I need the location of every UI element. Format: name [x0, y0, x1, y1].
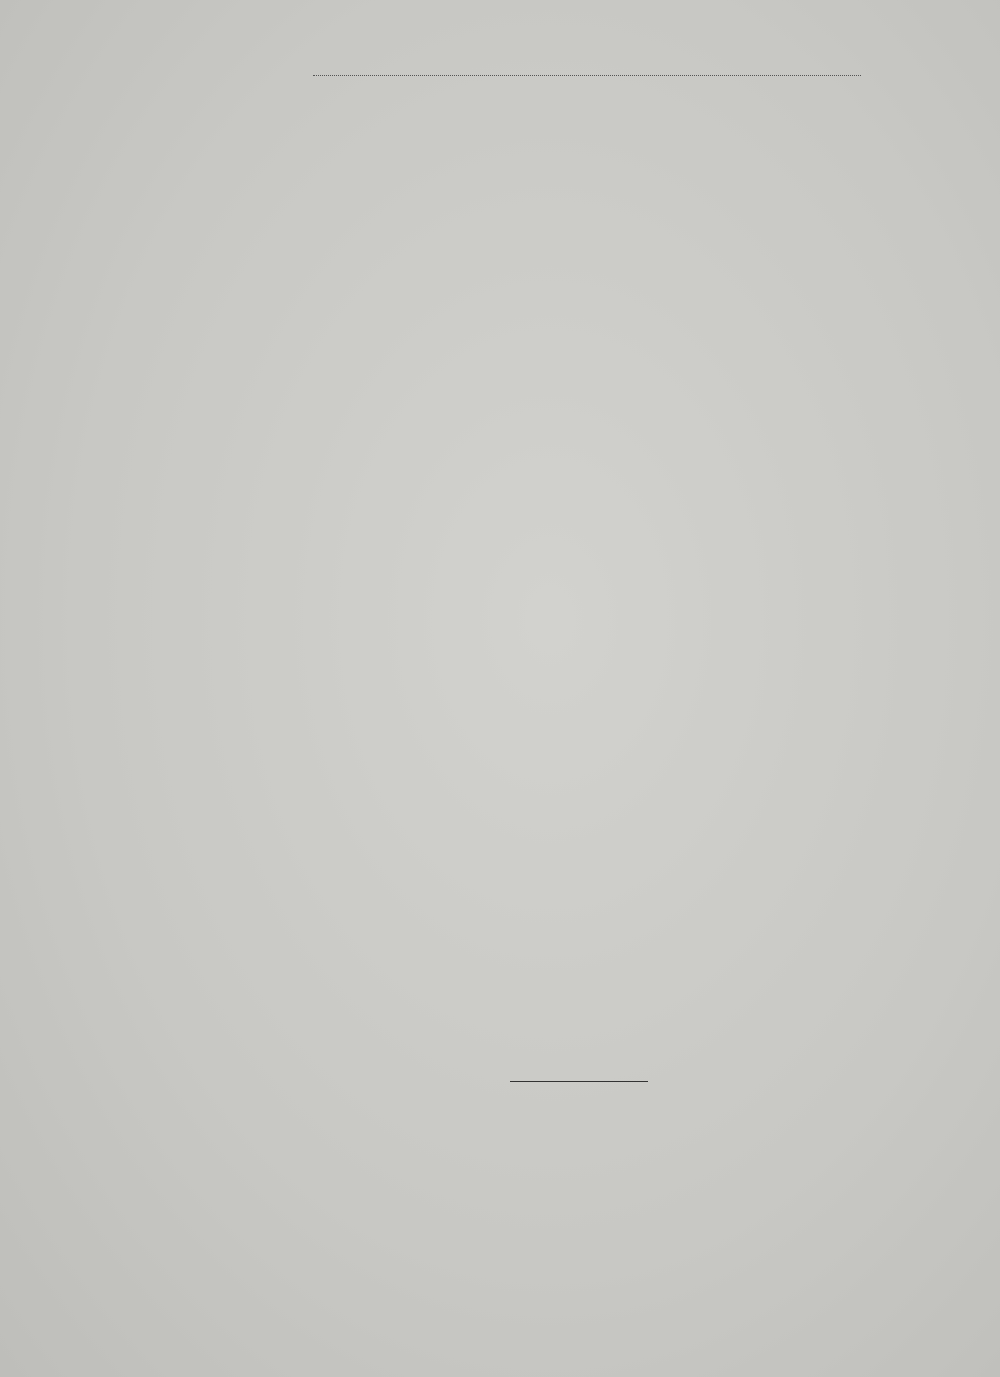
part2-line2	[0, 826, 1000, 850]
part2-heading	[0, 803, 1000, 827]
end-rule	[510, 1081, 648, 1082]
page-header	[312, 52, 862, 74]
header-rule	[313, 75, 861, 76]
